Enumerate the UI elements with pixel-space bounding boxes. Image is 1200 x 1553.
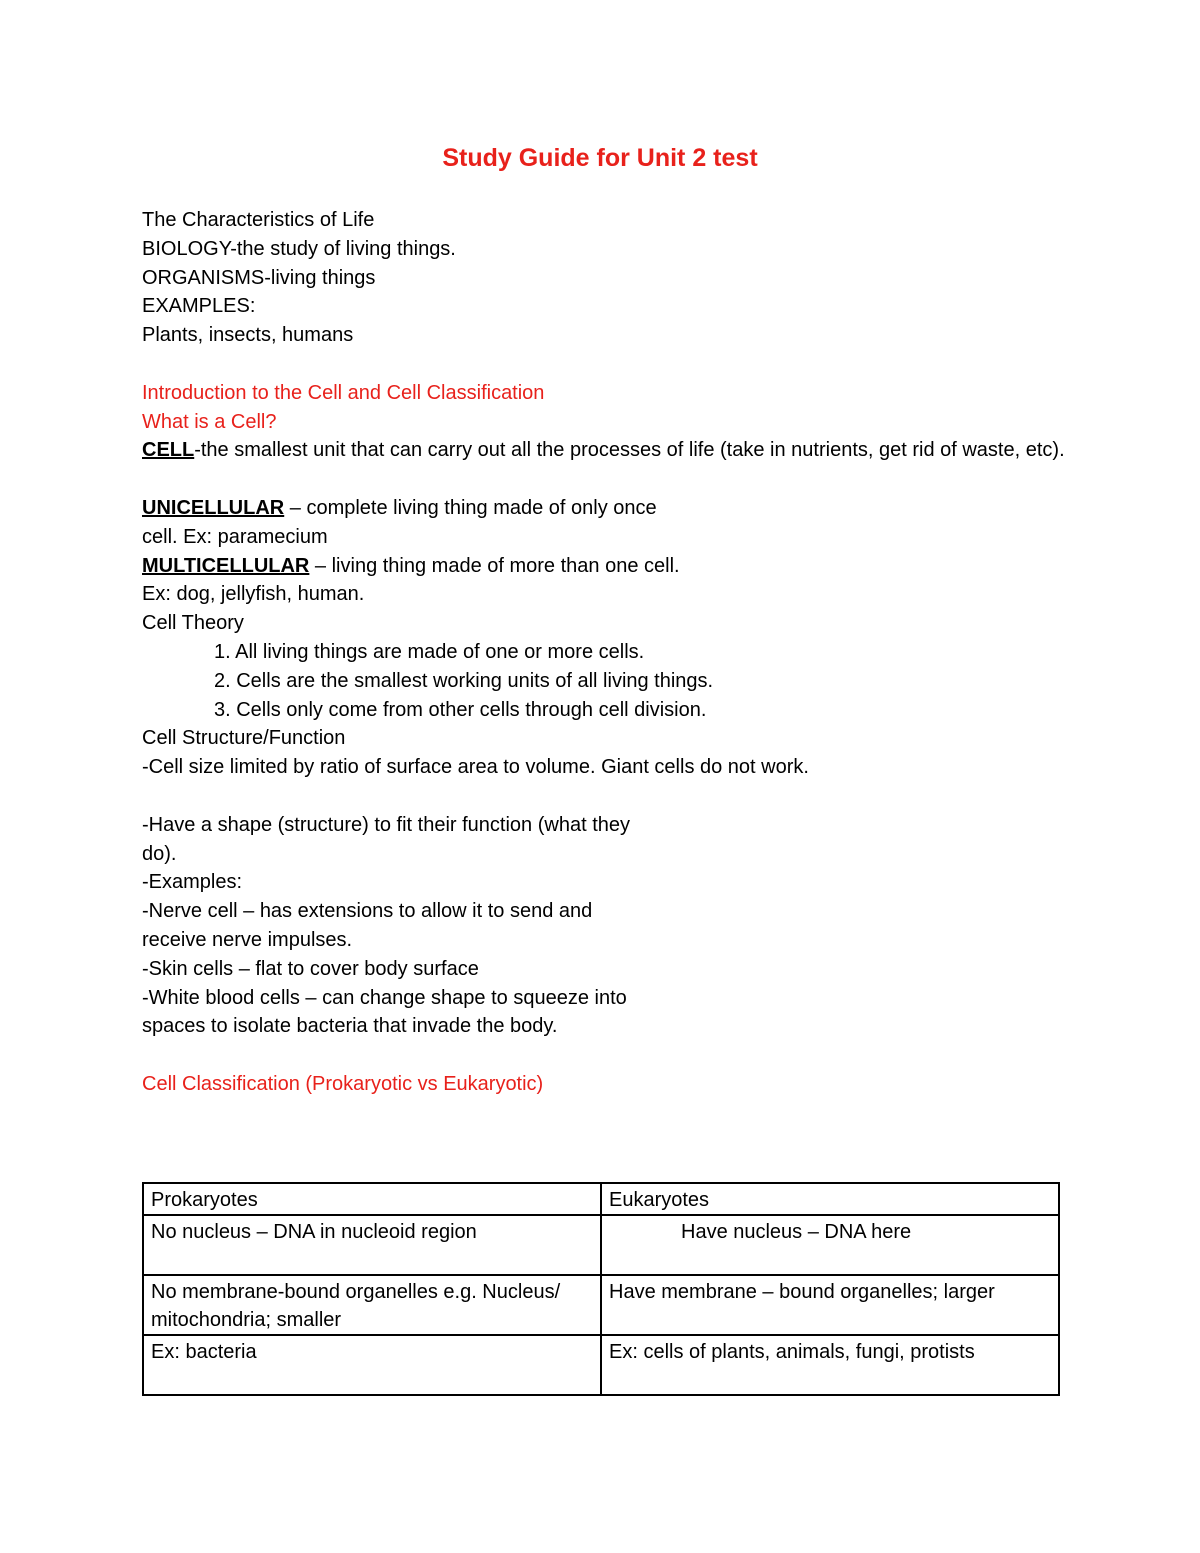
biology-definition: BIOLOGY-the study of living things. <box>142 237 456 260</box>
cell-term: CELL <box>142 439 195 462</box>
table-header-row <box>143 1183 1059 1215</box>
unicellular-term: UNICELLULAR <box>142 496 285 519</box>
examples-list: Plants, insects, humans <box>142 324 354 347</box>
skin-cell-line: -Skin cells – flat to cover body surface <box>142 957 479 980</box>
multicellular-definition <box>142 552 1072 581</box>
unicellular-definition <box>142 494 1072 523</box>
table-row <box>143 1275 1059 1335</box>
spacer <box>142 350 1072 379</box>
table-cell: Have membrane – bound organelles; larger <box>601 1275 1059 1335</box>
organisms-definition: ORGANISMS-living things <box>142 266 376 289</box>
cell-theory-item: 2. Cells are the smallest working units of all living things. <box>214 669 714 692</box>
comparison-table <box>142 1182 1060 1396</box>
unicellular-example: cell. Ex: paramecium <box>142 525 328 548</box>
table-row <box>143 1215 1059 1275</box>
multicellular-term: MULTICELLULAR <box>142 554 310 577</box>
table-cell: No nucleus – DNA in nucleoid region <box>143 1215 601 1275</box>
spacer <box>142 782 1072 811</box>
multicellular-text: – living thing made of more than one cell. <box>309 554 680 577</box>
document-body <box>142 206 1072 1099</box>
nerve-cell-line-1: -Nerve cell – has extensions to allow it to send and <box>142 900 593 923</box>
subheading-what-is-cell: What is a Cell? <box>142 410 277 433</box>
spacer <box>142 465 1072 494</box>
section-heading-classification: Cell Classification (Prokaryotic vs Eukaryotic) <box>142 1072 544 1095</box>
examples-label: EXAMPLES: <box>142 295 256 318</box>
cell-theory-item: 3. Cells only come from other cells through cell division. <box>214 698 707 721</box>
table-cell: Ex: bacteria <box>143 1335 601 1395</box>
shape-note-line-2: do). <box>142 842 177 865</box>
structure-function-heading: Cell Structure/Function <box>142 727 346 750</box>
white-blood-cell-line-2: spaces to isolate bacteria that invade the body. <box>142 1015 558 1038</box>
table-cell: Have nucleus – DNA here <box>601 1215 1059 1275</box>
table-header-cell: Prokaryotes <box>143 1183 601 1215</box>
cell-size-note: -Cell size limited by ratio of surface area to volume. Giant cells do not work. <box>142 756 809 779</box>
section-heading-characteristics: The Characteristics of Life <box>142 209 375 231</box>
cell-definition-text: -the smallest unit that can carry out all the processes of life (take in nutrients, get rid of waste, etc). <box>194 439 1065 462</box>
cell-theory-heading: Cell Theory <box>142 612 244 635</box>
table-cell: Ex: cells of plants, animals, fungi, protists <box>601 1335 1059 1395</box>
shape-note-line-1: -Have a shape (structure) to fit their function (what they <box>142 813 630 836</box>
document-title: Study Guide for Unit 2 test <box>442 144 758 172</box>
table-header-cell: Eukaryotes <box>601 1183 1059 1215</box>
white-blood-cell-line-1: -White blood cells – can change shape to squeeze into <box>142 986 627 1009</box>
cell-theory-item: 1. All living things are made of one or more cells. <box>214 640 645 663</box>
cell-definition <box>142 436 1072 465</box>
table-cell: No membrane-bound organelles e.g. Nucleus/ mitochondria; smaller <box>143 1275 601 1335</box>
table-row <box>143 1335 1059 1395</box>
multicellular-example: Ex: dog, jellyfish, human. <box>142 583 365 606</box>
nerve-cell-line-2: receive nerve impulses. <box>142 928 353 951</box>
spacer <box>142 1041 1072 1070</box>
section-heading-cell-intro: Introduction to the Cell and Cell Classification <box>142 381 545 404</box>
unicellular-text: – complete living thing made of only once <box>284 496 657 519</box>
examples-heading: -Examples: <box>142 871 243 894</box>
